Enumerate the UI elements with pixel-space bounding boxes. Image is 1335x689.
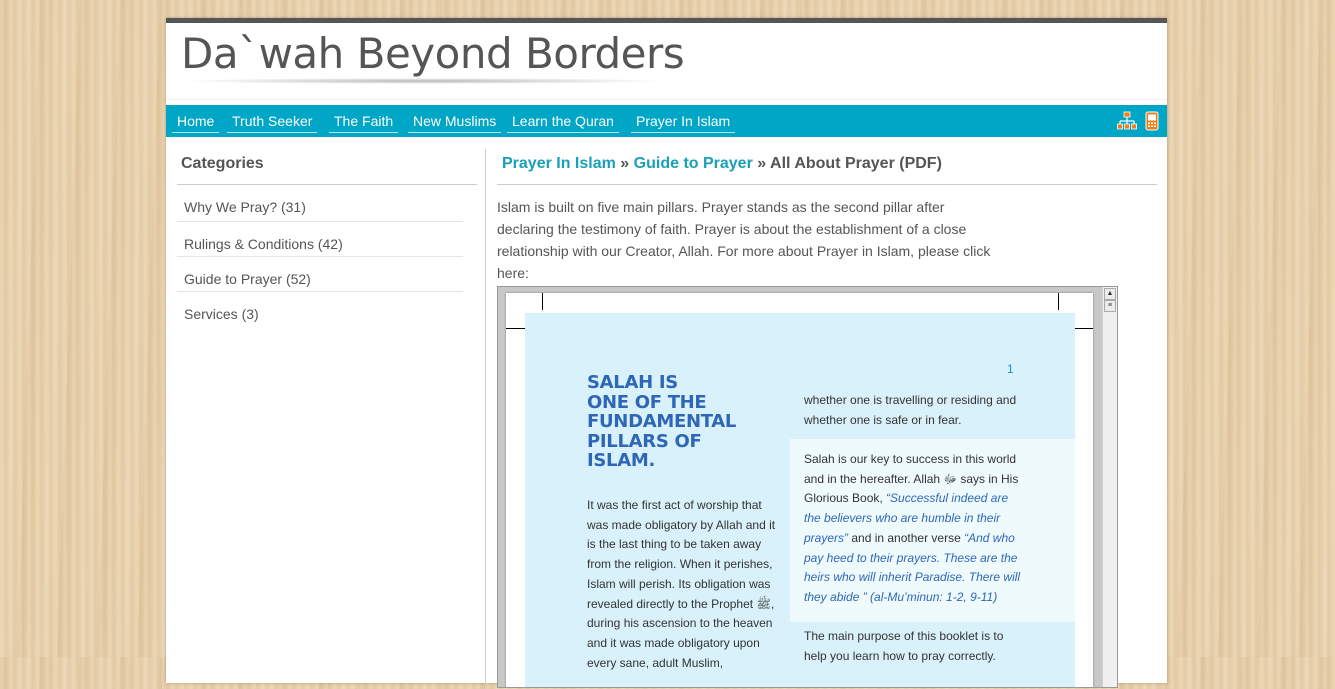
column-divider (485, 149, 486, 689)
intro-paragraph (497, 196, 992, 284)
pdf-right-top-text: whether one is travelling or residing and whether one is safe or in fear. (804, 393, 1017, 427)
category-list (177, 185, 477, 327)
pdf-quote-1: “Successful indeed are the believers who are humble in their prayers” (804, 491, 1009, 545)
sitemap-icon[interactable] (1117, 111, 1137, 131)
category-services[interactable]: Services (3) (184, 306, 259, 322)
pdf-box-text-mid: and in another verse (848, 530, 965, 545)
sidebar (177, 151, 477, 327)
logo-shadow (184, 78, 662, 84)
scroll-thumb[interactable]: ≡ (1104, 300, 1116, 312)
pdf-box-text-start: Salah is our key to success in this world and in the hereafter. Allah ﷻ says in His Glorious Book, (804, 452, 1019, 506)
pdf-scrollbar[interactable] (1102, 287, 1118, 687)
nav-item-new-muslims[interactable]: New Muslims (408, 110, 501, 133)
pdf-page-number: 1 (1007, 362, 1014, 376)
main-content (497, 151, 1157, 670)
nav-item-the-faith[interactable]: The Faith (329, 110, 398, 133)
nav-item-prayer-in-islam[interactable]: Prayer In Islam (631, 110, 735, 133)
nav-item-truth-seeker[interactable]: Truth Seeker (227, 110, 317, 133)
category-rulings-conditions[interactable]: Rulings & Conditions (42) (177, 222, 463, 257)
breadcrumb-separator: » (757, 155, 767, 172)
pdf-quote-2: “And who pay heed to their prayers. These are the heirs who will inherit Paradise. There will they abide ” (al-Mu’minun: 1-2, 9-11) (804, 530, 1021, 604)
breadcrumb (497, 151, 1157, 185)
site-logo[interactable]: Da`wah Beyond Borders (181, 29, 685, 78)
page-title: All About Prayer (PDF) (770, 155, 942, 172)
crop-mark (1058, 293, 1059, 310)
nav-item-learn-the-quran[interactable]: Learn the Quran (507, 110, 619, 133)
categories-title: Categories (177, 151, 477, 185)
main-nav (166, 105, 1167, 137)
crop-mark (542, 293, 543, 310)
nav-item-home[interactable]: Home (172, 110, 219, 133)
breadcrumb-guide-to-prayer[interactable]: Guide to Prayer (633, 155, 753, 172)
pdf-viewer[interactable] (497, 286, 1118, 688)
category-why-we-pray[interactable]: Why We Pray? (31) (177, 185, 463, 222)
breadcrumb-prayer-in-islam[interactable]: Prayer In Islam (502, 155, 616, 172)
site-header (166, 23, 1167, 100)
pdf-heading: SALAH IS ONE OF THE FUNDAMENTAL PILLARS OF ISLAM. (587, 372, 737, 471)
pdf-body-text: It was the first act of worship that was made obligatory by Allah and it is the last thing to be taken away from the religion. When it perishes, Islam will perish. Its obligation was revealed directly to the Prophet ﷺ, during his ascension to the heaven and it was made obligatory upon every sane, adult Muslim, (587, 498, 776, 670)
breadcrumb-separator: » (620, 155, 630, 172)
page-container (166, 18, 1167, 683)
scroll-up-button[interactable]: ▲ (1104, 288, 1116, 300)
pdf-page (506, 293, 1093, 688)
crop-mark (1075, 328, 1093, 329)
mobile-icon[interactable] (1142, 111, 1162, 131)
intro-text: Islam is built on five main pillars. Prayer stands as the second pillar after declaring the testimony of faith. Prayer is about the establishment of a close relationship with our Creator, Allah. For more about Prayer in Islam, please (497, 199, 967, 259)
pdf-box-text (804, 450, 1024, 608)
category-guide-to-prayer[interactable]: Guide to Prayer (52) (177, 257, 463, 292)
click-here-link[interactable]: click here: (497, 243, 991, 281)
crop-mark (506, 328, 525, 329)
pdf-right-bottom-text: The main purpose of this booklet is to help you learn how to pray correctly. (804, 629, 1004, 663)
